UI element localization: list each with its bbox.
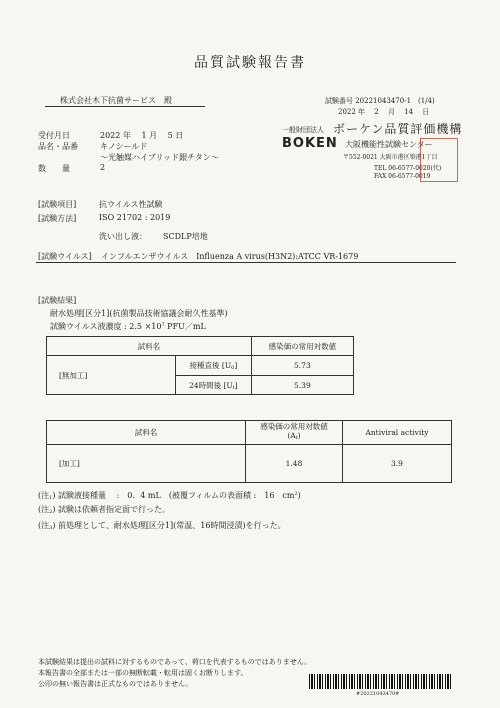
virus-concentration: 試験ウイルス液濃度 : $2.5 \times 10^7$ PFU／mL xyxy=(50,322,206,331)
footer-line-1: 本試験結果は提出の試料に対するものであって、荷口を代表するものではありません。 xyxy=(38,658,312,666)
footer-line-2: 本報告書の全部または一部の無断転載・転用は固くお断りします。 xyxy=(38,669,248,677)
t2-header-value: 感染価の常用対数値 $(A_t)$ xyxy=(246,421,343,445)
t2-header-activity: Antiviral activity xyxy=(343,421,452,445)
received-value: 2022 年 1 月 5 日 xyxy=(100,131,184,140)
footer-line-3: 公印の無い報告書は正式なものではありません。 xyxy=(38,680,193,688)
org-prefix: 一般財団法人 xyxy=(282,126,324,134)
barcode xyxy=(309,674,451,689)
results-treatment: 耐水処理[区分1](抗菌製品技術協議会耐久性基準) xyxy=(50,309,228,318)
test-virus-value: インフルエンザウイルス Influenza A virus(H3N2):ATCC VR-1679 xyxy=(101,252,359,261)
t1-cond-0: 接種直後 $[U_0]$ xyxy=(176,356,252,376)
wash-value: SCDLP培地 xyxy=(163,232,208,241)
quantity-value: 2 xyxy=(100,163,106,172)
official-seal xyxy=(420,138,458,182)
product-label: 品名・品番 xyxy=(38,142,78,151)
quantity-label: 数 量 xyxy=(38,164,70,173)
test-item-value: 抗ウイルス性試験 xyxy=(99,200,163,209)
product-subtitle: ～光触媒ハイブリッド銀チタン～ xyxy=(100,153,219,162)
org-logo: BOKEN xyxy=(282,136,338,151)
note-2: (注$_2$) 試験は依頼者指定面で行った。 xyxy=(38,505,170,515)
results-heading: [試験結果] xyxy=(38,296,77,305)
t1-sample: [無加工] xyxy=(47,356,176,395)
t1-header-sample: 試料名 xyxy=(47,337,252,356)
t1-header-value: 感染価の常用対数値 xyxy=(251,337,353,356)
wash-label: 洗い出し液： xyxy=(99,232,147,241)
t2-activity: 3.9 xyxy=(343,445,452,483)
t1-value-1: 5.39 xyxy=(251,376,353,395)
t2-value: 1.48 xyxy=(246,445,343,483)
results-table-untreated xyxy=(46,336,354,395)
test-method-value: ISO 21702 : 2019 xyxy=(99,213,171,222)
org-center: 大阪機能性試験センター xyxy=(345,140,433,149)
org-name: ボーケン品質評価機構 xyxy=(333,122,463,136)
org-fax: FAX 06-6577-0019 xyxy=(374,173,431,180)
test-virus: [試験ウイルス] xyxy=(38,252,92,261)
org-address: 〒552-0021 大阪市港区築港1丁目 xyxy=(343,154,438,161)
t2-header-sample: 試料名 xyxy=(47,421,246,445)
results-table-treated xyxy=(46,420,452,483)
product-value: キノシールド xyxy=(100,142,148,151)
t2-sample: [加工] xyxy=(47,445,246,483)
test-method-label: [試験方法] xyxy=(38,214,77,223)
barcode-text: #20221043470# xyxy=(356,691,400,697)
t1-value-0: 5.73 xyxy=(251,356,353,376)
note-3: (注$_3$) 前処理として、耐水処理[区分1](常温、16時間浸漬)を行った。 xyxy=(38,521,286,531)
org-tel: TEL 06-6577-0020(代) xyxy=(374,165,442,172)
note-1: (注$_1$) 試験液接種量 : 0．4 mL (被覆フィルムの表面積 : 16 $cm^2$) xyxy=(38,491,301,501)
page-title: 品質試験報告書 xyxy=(194,55,306,71)
virus-underline xyxy=(36,262,456,263)
recipient: 株式会社木下抗菌サービス 殿 xyxy=(60,96,172,105)
recipient-underline xyxy=(45,106,205,107)
received-label: 受付月日 xyxy=(38,131,70,140)
t1-cond-1: 24時間後 $[U_t]$ xyxy=(176,376,252,395)
report-date: 2022 年 2 月 14 日 xyxy=(338,108,430,116)
test-number: 試験番号 20221043470-1 (1/4) xyxy=(325,97,435,105)
test-item-label: [試験項目] xyxy=(38,200,77,209)
